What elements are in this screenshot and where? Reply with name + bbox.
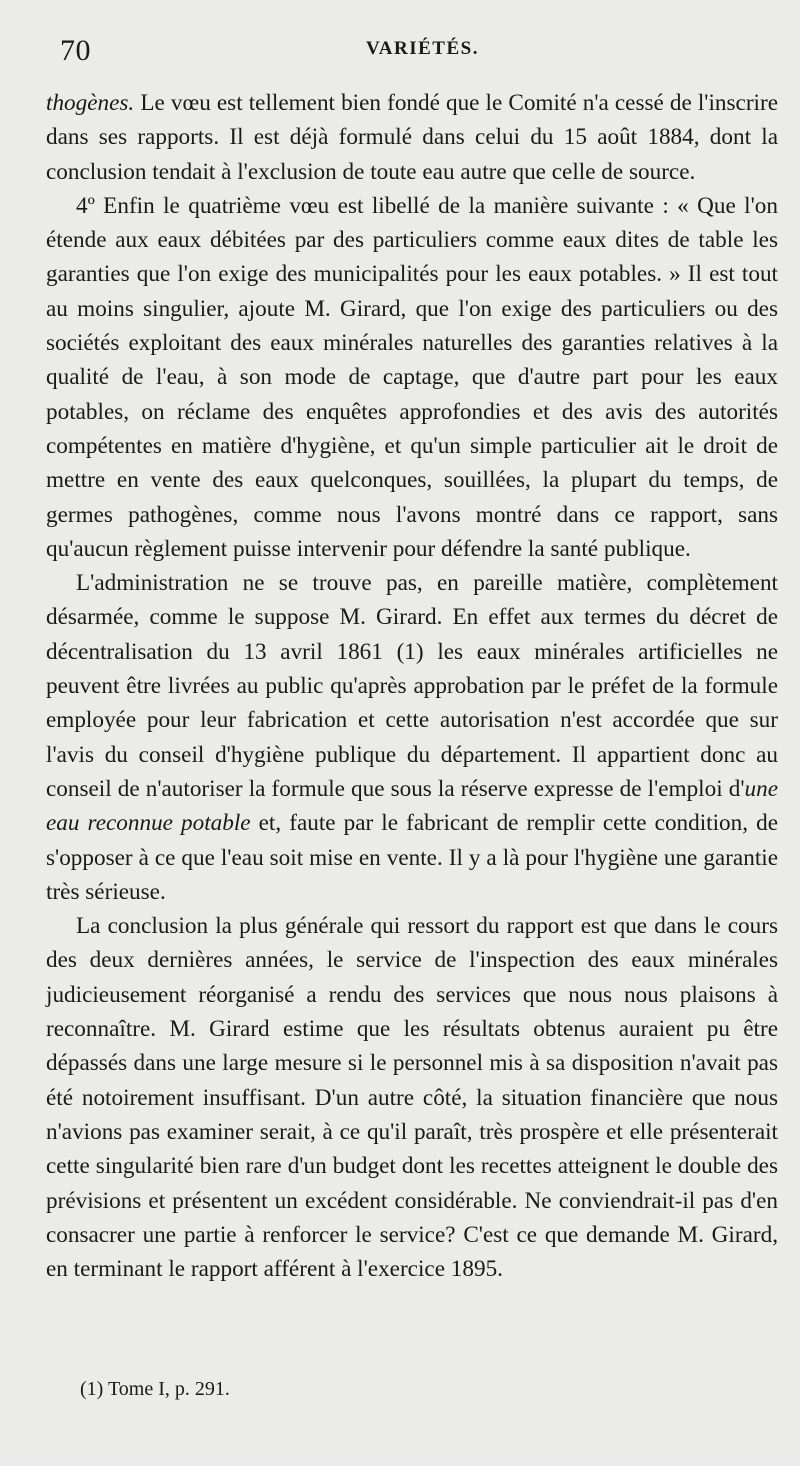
page-number: 70 — [60, 34, 91, 67]
paragraph-4 — [46, 909, 778, 1286]
paragraph-2 — [46, 189, 778, 566]
paragraph-3-text-after: et, faute par le fabricant de remplir cette condition, de s'opposer à ce que l'eau soit mise en vente. Il y a là pour l'hygiène une garantie très sérieuse. — [46, 810, 778, 905]
paragraph-1-lead: thogènes. — [46, 90, 135, 116]
paragraph-3 — [46, 566, 778, 909]
paragraph-1-text: Le vœu est tellement bien fondé que le Comité n'a cessé de l'inscrire dans ses rapports. Il est déjà formulé dans celui du 15 août 1884, dont la conclusion tendait à l'exclusion de toute eau autre que celle de source. — [46, 90, 778, 185]
running-head — [46, 0, 778, 86]
running-title: VARIÉTÉS. — [366, 38, 479, 59]
paragraph-2-text: 4º Enfin le quatrième vœu est libellé de la manière suivante : « Que l'on étende aux eaux débitées par des particuliers comme eaux dites de table les garanties que l'on exige des municipalités pour les eaux potables. » Il est tout au moins singulier, ajoute M. Girard, que l'on exige des particuliers ou des sociétés exploitant des eaux minérales naturelles des garanties relatives à la qualité de l'eau, à son mode de captage, que d'autre part pour les eaux potables, on réclame des enquêtes approfondies et des avis des autorités compétentes en matière d'hygiène, et qu'un simple particulier ait le droit de mettre en vente des eaux quelconques, souillées, la plupart du temps, de germes pathogènes, comme nous l'avons montré dans ce rapport, sans qu'aucun règlement puisse intervenir pour défendre la santé publique. — [46, 192, 778, 562]
paragraph-3-text-before: L'administration ne se trouve pas, en pareille matière, complètement désarmée, comme le suppose M. Girard. En effet aux termes du décret de décentralisation du 13 avril 1861 (1) les eaux minérales artificielles ne peuvent être livrées au public qu'après approbation par le préfet de la formule employée pour leur fabrication et cette autorisation n'est accordée que sur l'avis du conseil d'hygiène publique du département. Il appartient donc au conseil de n'autoriser la formule que sous la réserve expresse de l'emploi d' — [46, 570, 778, 802]
footnote: (1) Tome I, p. 291. — [80, 1378, 230, 1400]
paragraph-4-text: La conclusion la plus générale qui ressort du rapport est que dans le cours des deux dernières années, le service de l'inspection des eaux minérales judicieusement réorganisé a rendu des services que nous nous plaisons à reconnaître. M. Girard estime que les résultats obtenus auraient pu être dépassés dans une large mesure si le personnel mis à sa disposition n'avait pas été notoirement insuffisant. D'un autre côté, la situation financière que nous n'avions pas examiner serait, à ce qu'il paraît, très prospère et elle présenterait cette singularité bien rare d'un budget dont les recettes atteignent le double des prévisions et présentent un excédent considérable. Ne conviendrait-il pas d'en consacrer une partie à renforcer le service? C'est ce que demande M. Girard, en terminant le rapport afférent à l'exercice 1895. — [46, 913, 778, 1283]
paragraph-3-emphasis: une eau reconnue potable — [46, 775, 778, 837]
body-text — [46, 86, 778, 1286]
paragraph-1 — [46, 86, 778, 189]
